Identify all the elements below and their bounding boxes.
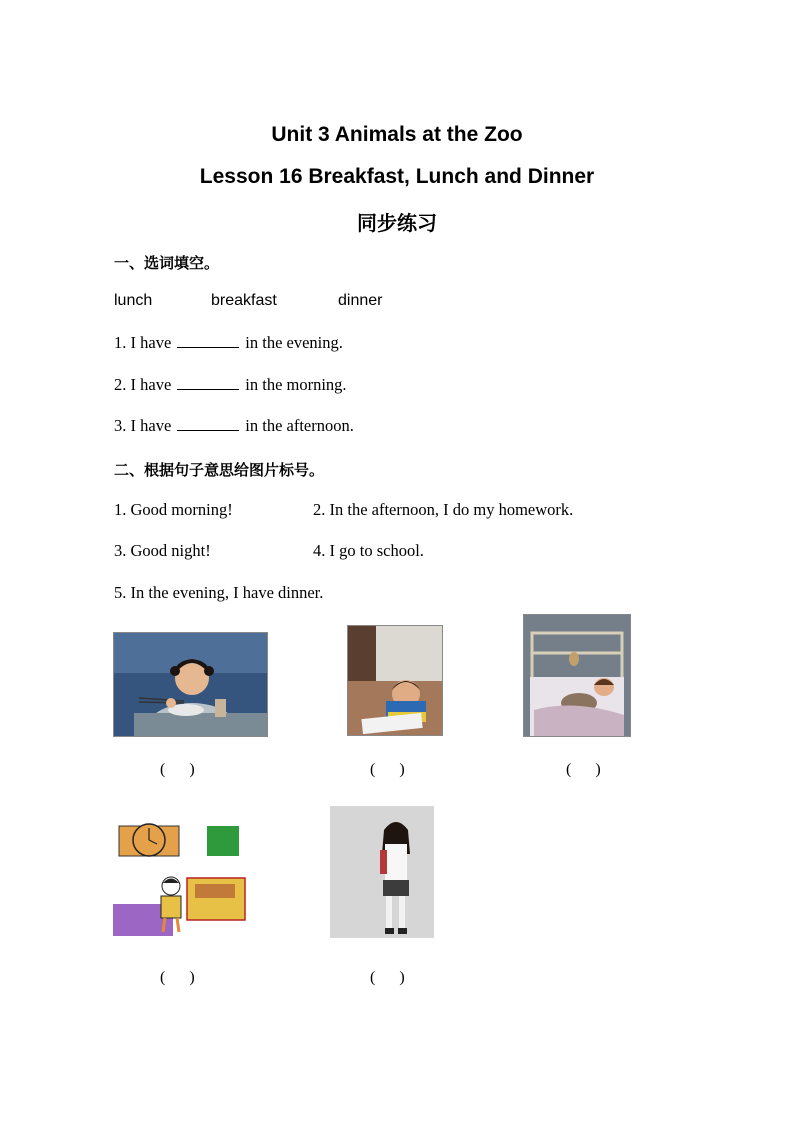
photo-girl-eating bbox=[113, 632, 268, 737]
sentence: 1. Good morning! bbox=[114, 500, 233, 519]
photo-boy-sleeping bbox=[523, 614, 631, 737]
fill-blank-question bbox=[114, 416, 354, 436]
drawing-wake-up bbox=[113, 812, 257, 938]
fill-blank-question bbox=[114, 375, 347, 395]
sentence: 5. In the evening, I have dinner. bbox=[114, 583, 324, 602]
lesson-title: Lesson 16 Breakfast, Lunch and Dinner bbox=[199, 165, 595, 188]
photo-boy-homework bbox=[347, 625, 443, 736]
word-bank-item: breakfast bbox=[211, 292, 277, 309]
word-bank-item: lunch bbox=[114, 292, 153, 309]
fill-blank-question bbox=[114, 333, 343, 353]
answer-paren[interactable]: ( ) bbox=[160, 761, 195, 778]
question-text: in the afternoon. bbox=[245, 416, 354, 435]
question-text: 2. I have bbox=[114, 375, 172, 394]
sentence: 3. Good night! bbox=[114, 541, 211, 560]
answer-blank[interactable] bbox=[177, 416, 239, 431]
answer-paren[interactable]: ( ) bbox=[160, 969, 195, 986]
worksheet-subtitle: 同步练习 bbox=[357, 211, 437, 235]
question-text: 3. I have bbox=[114, 416, 172, 435]
section1-heading: 一、选词填空。 bbox=[114, 254, 220, 272]
question-text: 1. I have bbox=[114, 333, 172, 352]
photo-girl-school bbox=[330, 806, 434, 938]
answer-paren[interactable]: ( ) bbox=[566, 761, 601, 778]
section2-heading: 二、根据句子意思给图片标号。 bbox=[114, 461, 325, 479]
sentence: 2. In the afternoon, I do my homework. bbox=[313, 500, 574, 519]
unit-title: Unit 3 Animals at the Zoo bbox=[271, 123, 523, 146]
question-text: in the evening. bbox=[245, 333, 343, 352]
answer-blank[interactable] bbox=[177, 375, 239, 390]
word-bank-item: dinner bbox=[338, 292, 383, 309]
answer-paren[interactable]: ( ) bbox=[370, 761, 405, 778]
answer-blank[interactable] bbox=[177, 333, 239, 348]
question-text: in the morning. bbox=[245, 375, 347, 394]
sentence: 4. I go to school. bbox=[313, 541, 424, 560]
answer-paren[interactable]: ( ) bbox=[370, 969, 405, 986]
